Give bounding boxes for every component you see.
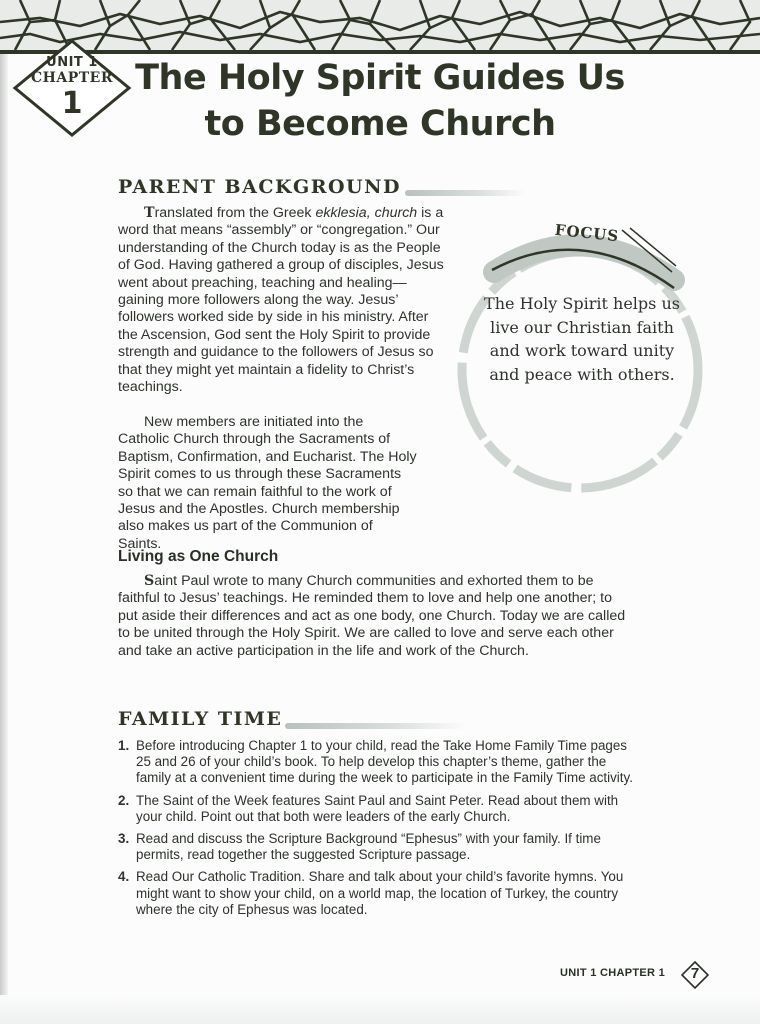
item-text: The Saint of the Week features Saint Paul and Saint Peter. Read about them with your child. Point out that both were leaders of the early Church. bbox=[136, 792, 619, 824]
focus-callout bbox=[452, 210, 712, 500]
item-number: 3. bbox=[118, 831, 130, 847]
list-item bbox=[118, 831, 643, 863]
para-text: aint Paul wrote to many Church communities and exhorted them to be faithful to Jesus’ teachings. He reminded them to love and help one another; to put aside their differences and act as one body, one Church. Today we are called to be united through the Holy Spirit. We are called to love and serve each other and take an active participation in the life and work of the Church. bbox=[118, 573, 626, 659]
parent-background-para-1 bbox=[118, 205, 448, 396]
page-number: 7 bbox=[690, 965, 700, 982]
page-bottom-edge bbox=[0, 995, 760, 1024]
family-time-list bbox=[118, 738, 643, 924]
title-line-2: to Become Church bbox=[204, 104, 556, 144]
list-item bbox=[118, 869, 643, 918]
living-as-one-church-heading: Living as One Church bbox=[118, 548, 279, 565]
living-paragraph bbox=[118, 573, 628, 660]
item-text: Read and discuss the Scripture Background “Ephesus” with your family. If time permits, read together the suggested Scripture passage. bbox=[136, 831, 601, 863]
page-title bbox=[130, 55, 630, 147]
drop-cap: S bbox=[144, 573, 155, 589]
focus-text: The Holy Spirit helps us live our Christian faith and work toward unity and peace with others. bbox=[484, 294, 680, 384]
badge-number: 1 bbox=[61, 86, 83, 121]
list-item bbox=[118, 738, 643, 787]
item-text: Before introducing Chapter 1 to your child, read the Take Home Family Time pages 25 and 26 of your child’s book. To help develop this chapter’s theme, gather the family at a convenient time during the week to participate in the Family Time activity. bbox=[136, 738, 633, 786]
item-number: 4. bbox=[118, 869, 130, 885]
footer-unit-chapter: UNIT 1 CHAPTER 1 bbox=[560, 967, 666, 979]
focus-label: FOCUS bbox=[553, 220, 621, 246]
unit-chapter-badge bbox=[12, 38, 132, 138]
item-number: 2. bbox=[118, 792, 130, 808]
drop-cap: T bbox=[144, 205, 155, 221]
para-text: is a word that means “assembly” or “congregation.” Our understanding of the Church today is as the People of God. Having gathered a group of disciples, Jesus went about preaching, teaching and healing—gaining more followers along the way. Jesus’ followers worked side by side in his ministry. After the Ascension, God sent the Holy Spirit to provide strength and guidance to the followers of Jesus so that they might yet maintain a fidelity to Christ’s teachings. bbox=[118, 205, 444, 396]
badge-chapter: CHAPTER bbox=[31, 70, 113, 86]
title-line-1: The Holy Spirit Guides Us bbox=[135, 58, 625, 98]
para-text: ranslated from the Greek bbox=[154, 205, 316, 221]
item-number: 1. bbox=[118, 738, 130, 753]
family-time-heading: FAMILY TIME bbox=[118, 708, 283, 730]
page-binding-edge bbox=[0, 0, 8, 1024]
badge-unit: UNIT 1 bbox=[46, 55, 98, 70]
brush-stroke-decoration bbox=[405, 190, 525, 196]
brush-stroke-decoration bbox=[285, 723, 465, 729]
italic-term: ekklesia, bbox=[315, 205, 371, 221]
item-text: Read Our Catholic Tradition. Share and talk about your child’s favorite hymns. You might want to show your child, on a world map, the location of Turkey, the country where the city of Ephesus was located. bbox=[136, 869, 624, 917]
list-item bbox=[118, 793, 643, 825]
page-number-badge bbox=[680, 960, 710, 990]
italic-term: church bbox=[374, 205, 418, 221]
parent-background-heading: PARENT BACKGROUND bbox=[118, 176, 401, 198]
para-text: New members are initiated into the Catholic Church through the Sacraments of Baptism, Confirmation, and Eucharist. The Holy Spirit comes to us through these Sacraments so that we can remain faithful to the work of Jesus and the Apostles. Church membership also makes us part of the Communion of Saints. bbox=[118, 414, 417, 552]
